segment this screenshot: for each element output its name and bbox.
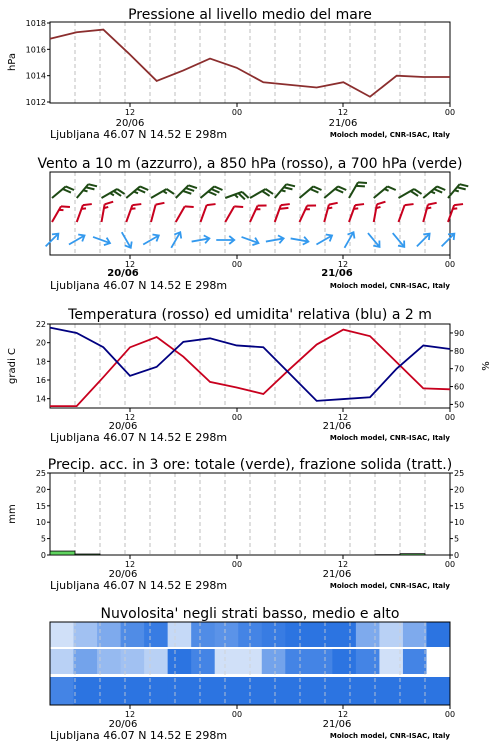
cloud-cell <box>332 622 356 647</box>
cloud-x-ticks <box>125 705 455 719</box>
wind-day-2: 21/06 <box>321 268 353 279</box>
cloud-cell <box>144 649 168 674</box>
y-tick-label-right: 80 <box>454 346 465 356</box>
pressure-day-1: 20/06 <box>115 118 145 129</box>
humidity-ylabel: % <box>481 361 492 371</box>
cloud-cell <box>74 622 98 647</box>
wind-barb-850hpa <box>324 201 337 224</box>
y-tick-label: 14 <box>35 394 46 404</box>
x-tick-label: 00 <box>231 710 243 719</box>
precipitation-model-credit: Moloch model, CNR-ISAC, Italy <box>329 582 450 590</box>
cloud-cell <box>403 677 427 705</box>
precipitation-day-2: 21/06 <box>322 569 352 580</box>
cloud-cell <box>97 649 121 674</box>
wind-arrow-10m <box>168 230 184 250</box>
cloud-cell <box>74 677 98 705</box>
temperature-y-ticks <box>36 320 50 404</box>
wind-arrow-10m <box>365 231 383 250</box>
y-tick-label: 20 <box>35 485 46 495</box>
precipitation-frame <box>50 473 450 555</box>
cloud-title: Nuvolosita' negli strati basso, medio e alto <box>100 606 400 622</box>
y-tick-label: 1012 <box>25 98 46 107</box>
x-tick-label: 12 <box>124 413 136 422</box>
y-tick-label-right: 90 <box>454 328 465 338</box>
wind-barb-700hpa <box>349 179 367 202</box>
wind-barb-850hpa <box>176 203 194 226</box>
wind-arrow-10m <box>92 233 112 247</box>
cloud-cell <box>403 649 427 674</box>
y-tick-label: 25 <box>35 469 46 478</box>
cloud-cell <box>426 677 450 705</box>
pressure-y-ticks <box>26 19 50 107</box>
y-tick-label-right: 70 <box>454 364 465 374</box>
cloud-cell <box>356 622 380 647</box>
cloud-cell <box>309 677 333 705</box>
wind-barb-700hpa <box>126 184 148 204</box>
wind-arrow-10m <box>439 231 457 249</box>
cloud-cell <box>332 677 356 705</box>
cloud-cell <box>332 649 356 674</box>
cloud-cell <box>97 677 121 705</box>
pressure-model-credit: Moloch model, CNR-ISAC, Italy <box>329 131 450 139</box>
cloud-cell <box>121 649 145 674</box>
x-tick-label: 12 <box>124 260 136 269</box>
cloud-cell <box>285 677 309 705</box>
temperature-panel <box>7 307 492 444</box>
y-tick-label: 0 <box>40 551 46 560</box>
wind-barb-700hpa <box>201 184 223 204</box>
wind-barb-700hpa <box>423 184 445 204</box>
wind-arrow-10m <box>67 232 87 248</box>
x-tick-label: 12 <box>337 560 349 569</box>
wind-barb-850hpa <box>275 201 290 224</box>
wind-barb-700hpa <box>300 184 322 204</box>
y-tick-label-right: 20 <box>454 485 465 495</box>
wind-barb-850hpa <box>126 201 141 224</box>
precipitation-x-ticks <box>125 555 455 569</box>
cloud-cell <box>97 622 121 647</box>
wind-barb-700hpa <box>77 181 97 203</box>
wind-barb-850hpa <box>250 202 267 225</box>
pressure-grid <box>75 22 425 103</box>
temperature-day-2: 21/06 <box>322 421 352 432</box>
precip-bar <box>50 551 75 555</box>
temperature-model-credit: Moloch model, CNR-ISAC, Italy <box>329 434 450 442</box>
wind-barb-850hpa <box>151 201 164 224</box>
y-tick-label-right: 0 <box>454 551 460 560</box>
pressure-title: Pressione al livello medio del mare <box>128 7 372 23</box>
temperature-location: Ljubljana 46.07 N 14.52 E 298m <box>50 431 228 444</box>
cloud-cell <box>50 622 74 647</box>
cloud-cell <box>356 649 380 674</box>
pressure-panel <box>7 7 455 141</box>
y-tick-label: 22 <box>35 320 46 329</box>
x-tick-label: 00 <box>444 260 456 269</box>
cloud-panel <box>50 606 455 742</box>
cloud-cell <box>426 649 450 674</box>
cloud-cell <box>144 622 168 647</box>
wind-barb-700hpa <box>176 182 197 203</box>
wind-day-1: 20/06 <box>107 268 139 279</box>
temperature-day-1: 20/06 <box>108 421 138 432</box>
humidity-y-ticks <box>450 329 464 409</box>
cloud-cell <box>168 649 192 674</box>
wind-barb-700hpa <box>399 187 422 205</box>
y-tick-label: 10 <box>35 518 46 528</box>
y-tick-label: 16 <box>35 376 46 385</box>
precipitation-title: Precip. acc. in 3 ore: totale (verde), frazione solida (tratt.) <box>47 457 453 473</box>
cloud-cell <box>262 649 286 674</box>
precipitation-bars <box>50 551 425 555</box>
cloud-cell <box>74 649 98 674</box>
wind-barb-850hpa <box>77 201 92 224</box>
y-tick-label: 1014 <box>25 71 46 81</box>
cloud-cell <box>285 622 309 647</box>
temperature-title: Temperatura (rosso) ed umidita' relativa (blu) a 2 m <box>68 307 432 323</box>
precip-bar <box>75 554 100 555</box>
cloud-cell <box>426 622 450 647</box>
wind-barb-850hpa <box>349 201 364 224</box>
wind-barb-850hpa <box>102 200 114 223</box>
cloud-cell <box>403 622 427 647</box>
x-tick-label: 00 <box>231 413 243 422</box>
x-tick-label: 12 <box>124 560 136 569</box>
x-tick-label: 00 <box>231 108 243 117</box>
x-tick-label: 12 <box>124 710 136 719</box>
wind-barb-850hpa <box>423 201 436 224</box>
wind-barb-700hpa <box>275 181 295 203</box>
wind-barb-700hpa <box>324 184 346 204</box>
wind-arrow-10m <box>414 231 432 249</box>
x-tick-label: 00 <box>444 560 456 569</box>
cloud-cell <box>285 649 309 674</box>
wind-title: Vento a 10 m (azzurro), a 850 hPa (rosso), a 700 hPa (verde) <box>37 156 463 172</box>
wind-panel <box>37 156 468 292</box>
wind-arrow-10m <box>43 231 61 249</box>
y-tick-label: 1018 <box>25 19 46 28</box>
cloud-cell <box>215 677 239 705</box>
wind-barb-850hpa <box>201 201 216 224</box>
cloud-cell <box>356 677 380 705</box>
x-tick-label: 12 <box>124 108 136 117</box>
y-tick-label: 1016 <box>25 45 46 55</box>
x-tick-label: 12 <box>337 108 349 117</box>
cloud-cell <box>191 622 215 647</box>
wind-arrow-10m <box>118 230 134 250</box>
y-tick-label-right: 10 <box>454 518 465 528</box>
wind-arrow-10m <box>141 232 161 248</box>
cloud-cell <box>191 649 215 674</box>
pressure-x-ticks <box>125 103 455 117</box>
y-tick-label-right: 25 <box>454 469 465 478</box>
pressure-day-2: 21/06 <box>328 118 358 129</box>
wind-barb-850hpa <box>52 203 70 226</box>
wind-barbs <box>43 179 468 250</box>
pressure-frame <box>50 22 450 103</box>
precipitation-day-1: 20/06 <box>108 569 138 580</box>
x-tick-label: 12 <box>337 413 349 422</box>
cloud-cell <box>144 677 168 705</box>
x-tick-label: 00 <box>444 413 456 422</box>
precip-bar <box>400 554 425 555</box>
cloud-cell <box>262 677 286 705</box>
cloud-day-1: 20/06 <box>108 719 138 730</box>
x-tick-label: 00 <box>231 560 243 569</box>
x-tick-label: 00 <box>231 260 243 269</box>
y-tick-label: 5 <box>40 534 46 544</box>
cloud-cell <box>121 622 145 647</box>
pressure-location: Ljubljana 46.07 N 14.52 E 298m <box>50 128 228 141</box>
y-tick-label: 15 <box>35 501 46 511</box>
wind-barb-700hpa <box>448 181 468 203</box>
wind-arrow-10m <box>191 234 210 245</box>
wind-barb-850hpa <box>225 203 243 226</box>
precipitation-grid <box>75 473 425 555</box>
temperature-ylabel: gradi C <box>7 348 18 384</box>
wind-barb-700hpa <box>52 184 74 204</box>
wind-arrow-10m <box>341 230 357 250</box>
precipitation-location: Ljubljana 46.07 N 14.52 E 298m <box>50 579 228 592</box>
temperature-x-ticks <box>125 408 455 422</box>
cloud-cell <box>309 622 333 647</box>
x-tick-label: 00 <box>444 710 456 719</box>
cloud-cell <box>50 677 74 705</box>
wind-barb-700hpa <box>225 190 248 205</box>
cloud-cell <box>215 622 239 647</box>
precipitation-panel <box>7 457 464 592</box>
wind-arrow-10m <box>290 234 309 245</box>
y-tick-label-right: 60 <box>454 382 465 392</box>
cloud-model-credit: Moloch model, CNR-ISAC, Italy <box>329 732 450 740</box>
wind-barb-700hpa <box>250 187 273 205</box>
wind-barb-850hpa <box>300 202 317 225</box>
x-tick-label: 12 <box>337 260 349 269</box>
cloud-cell <box>168 677 192 705</box>
wind-x-ticks <box>125 255 455 269</box>
x-tick-label: 12 <box>337 710 349 719</box>
y-tick-label-right: 50 <box>454 400 465 410</box>
cloud-cell <box>168 622 192 647</box>
pressure-ylabel: hPa <box>7 52 18 72</box>
wind-barb-850hpa <box>399 201 414 224</box>
y-tick-label: 18 <box>35 357 46 367</box>
wind-arrow-10m <box>314 232 334 248</box>
wind-barb-850hpa <box>374 200 386 223</box>
y-tick-label-right: 15 <box>454 501 465 511</box>
y-tick-label: 20 <box>35 338 46 348</box>
wind-model-credit: Moloch model, CNR-ISAC, Italy <box>329 282 450 290</box>
cloud-cell <box>50 649 74 674</box>
cloud-cell <box>191 677 215 705</box>
x-tick-label: 00 <box>444 108 456 117</box>
cloud-cell <box>309 649 333 674</box>
cloud-location: Ljubljana 46.07 N 14.52 E 298m <box>50 729 228 742</box>
wind-location: Ljubljana 46.07 N 14.52 E 298m <box>50 279 228 292</box>
wind-arrow-10m <box>390 231 408 250</box>
precipitation-ylabel: mm <box>7 504 18 524</box>
cloud-day-2: 21/06 <box>322 719 352 730</box>
cloud-cell <box>215 649 239 674</box>
cloud-cell <box>262 622 286 647</box>
y-tick-label-right: 5 <box>454 534 460 544</box>
cloud-cell <box>121 677 145 705</box>
